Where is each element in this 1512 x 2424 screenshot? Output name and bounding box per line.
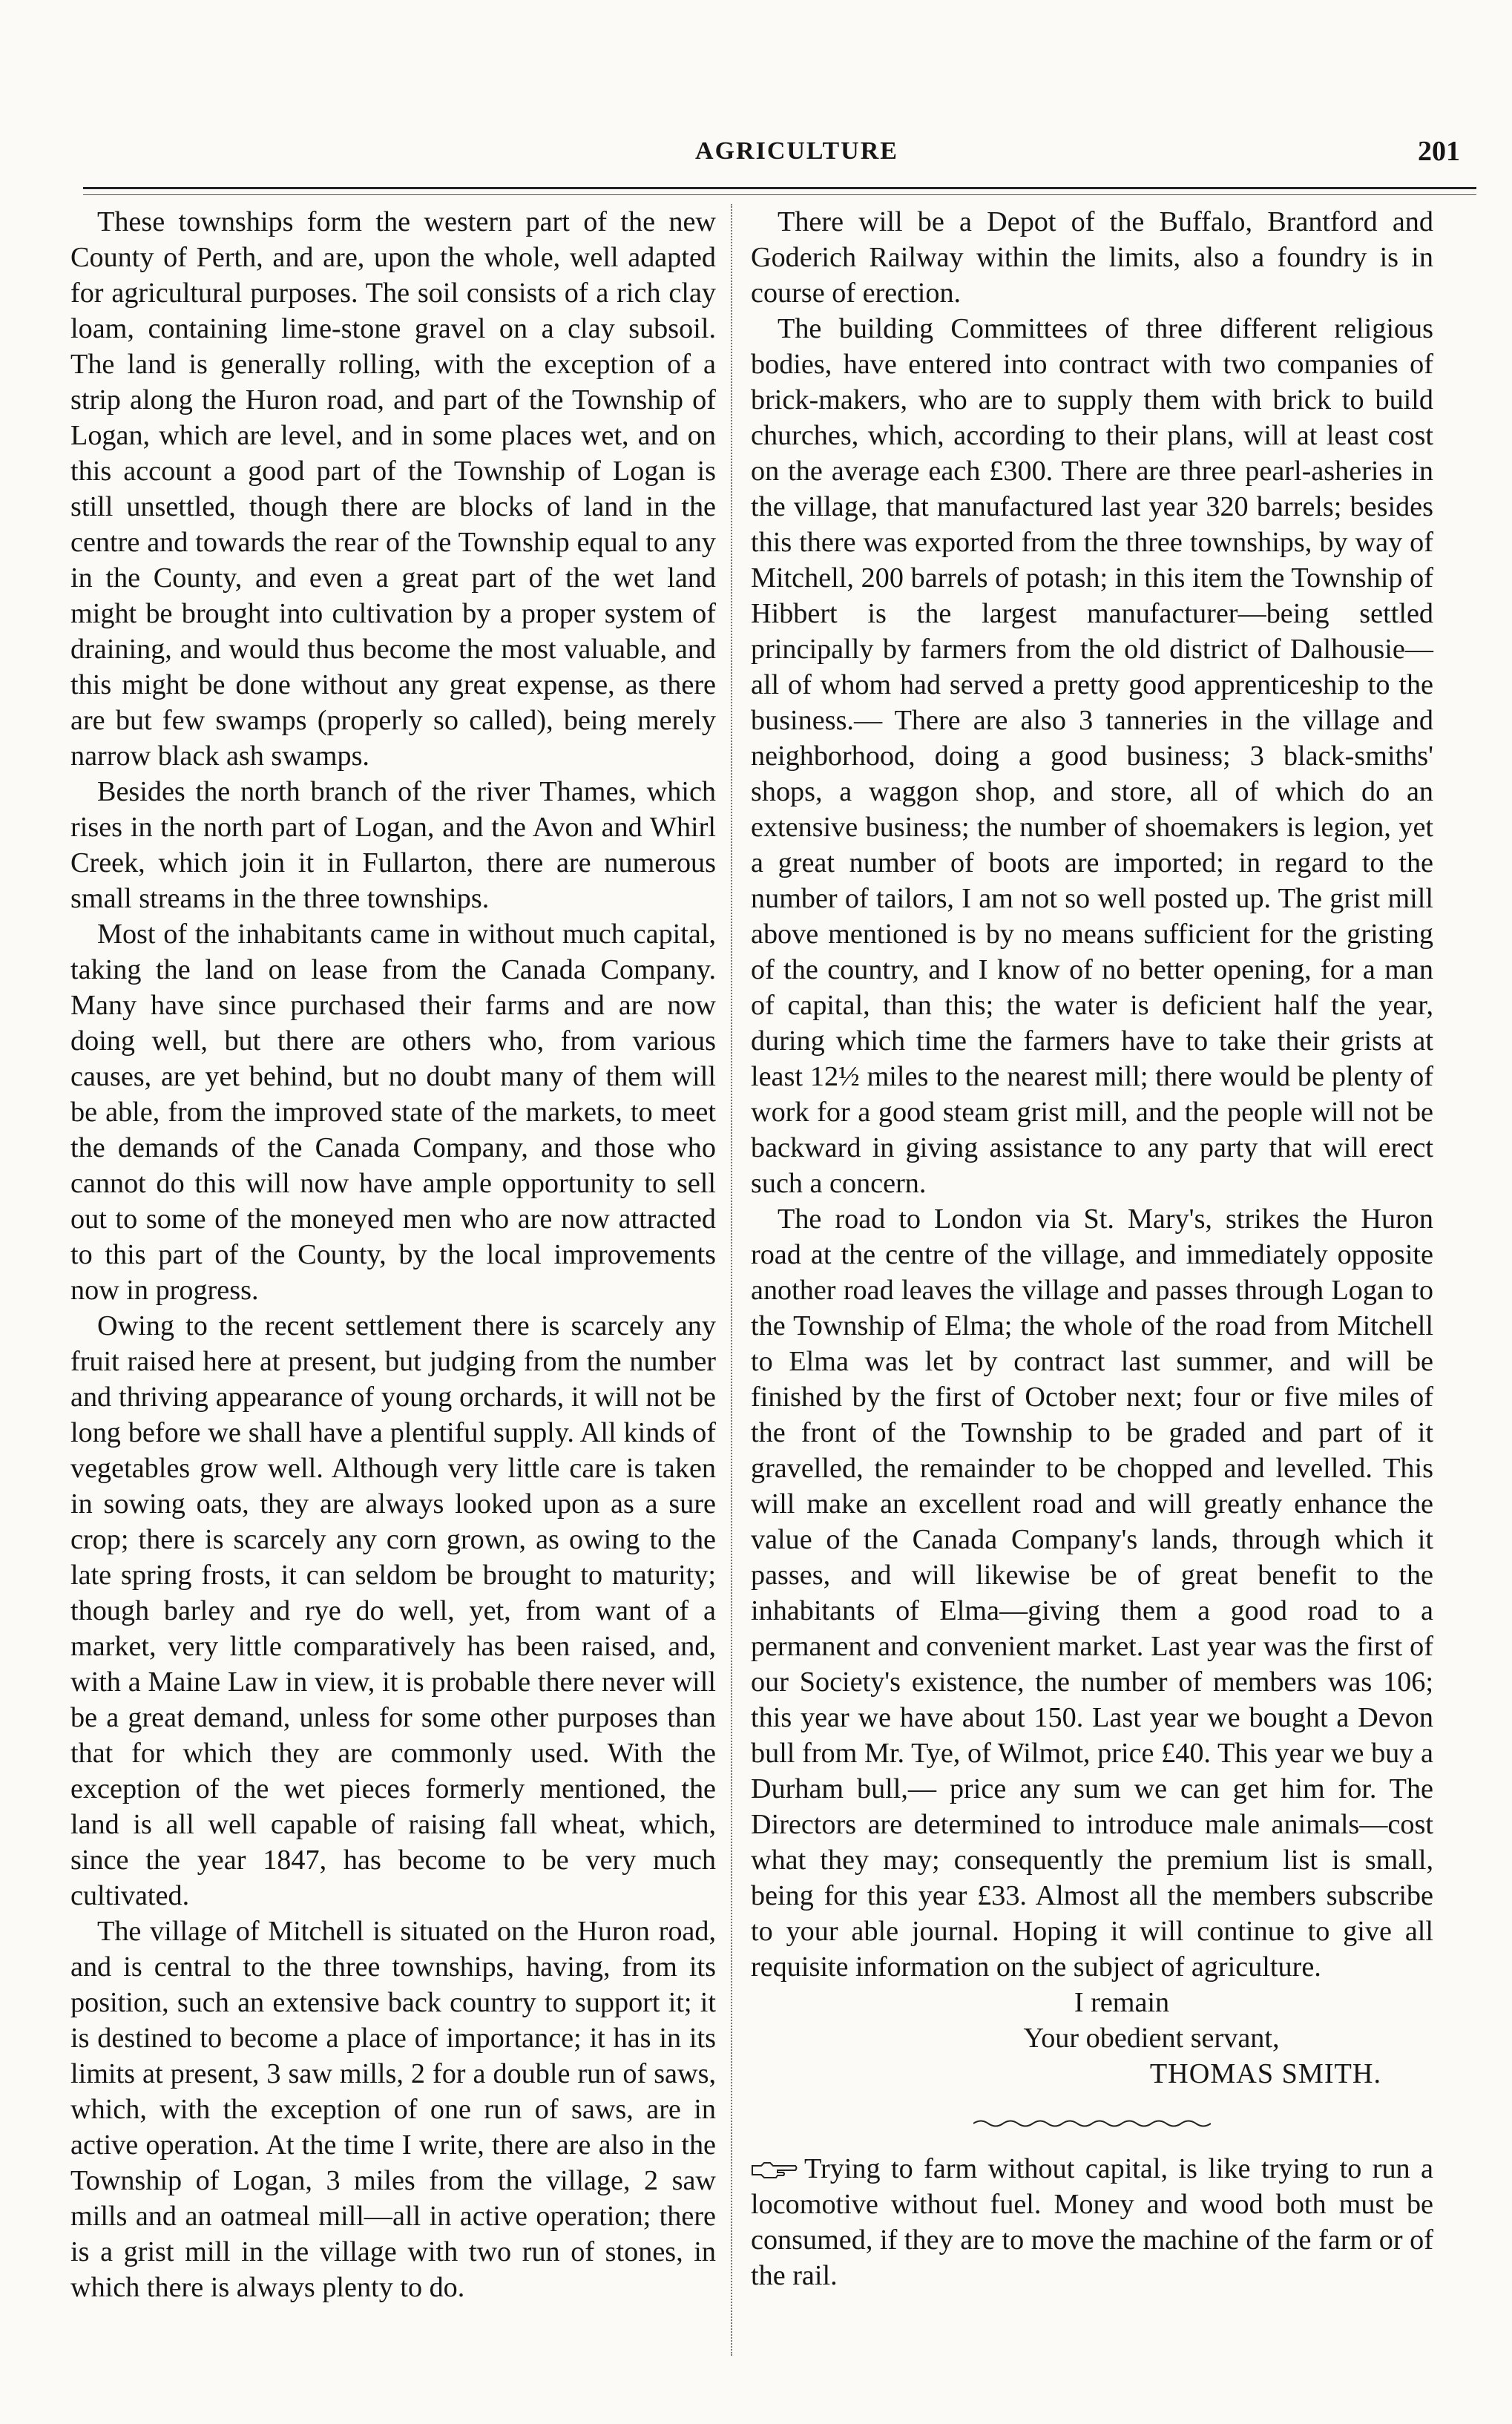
farming-note (751, 2151, 1433, 2293)
paragraph-road: The road to London via St. Mary's, strikes the Huron road at the centre of the village, and immediately opposite another road leaves the village and passes through Logan to the Township of Elma; the whole of the road from Mitchell to Elma was let by contract last summer, and will be finished by the first of October next; four or five miles of the front of the Township to be graded and part of it gravelled, the remainder to be chopped and levelled. This will make an excellent road and will greatly enhance the value of the Canada Company's lands, through which it passes, and will likewise be of great benefit to the inhabitants of Elma—giving them a good road to a permanent and convenient market. Last year was the first of our Society's existence, the number of members was 106; this year we have about 150. Last year we bought a Devon bull from Mr. Tye, of Wilmot, price £40. This year we buy a Durham bull,— price any sum we can get him for. The Directors are determined to introduce male animals—cost what they may; consequently the premium list is small, being for this year £33. Almost all the members subscribe to your able journal. Hoping it will continue to give all requisite information on the subject of agriculture. (751, 1203, 1433, 1983)
letter-signoff (751, 1985, 1433, 2092)
closing-line: I remain (1074, 1987, 1170, 2018)
paragraph-railway: There will be a Depot of the Buffalo, Brantford and Goderich Railway within the limits, also a foundry is in course of erection. (751, 206, 1433, 309)
salutation-line: Your obedient servant, (1023, 2023, 1280, 2054)
paragraph-inhabitants: Most of the inhabitants came in without much capital, taking the land on lease from the Canada Company. Many have since purchased their farms and are now doing well, but there are others who, from various causes, are yet behind, but no doubt many of them will be able, from the improved state of the markets, to meet the demands of the Canada Company, and those who cannot do this will now have ample opportunity to sell out to some of the moneyed men who are now attracted to this part of the County, by the local improvements now in progress. (70, 919, 716, 1306)
paragraph-mitchell: The village of Mitchell is situated on the Huron road, and is central to the three townships, having, from its position, such an extensive back country to support it; it is destined to become a place of importance; it has in its limits at present, 3 saw mills, 2 for a double run of saws, which, with the exception of one run of saws, are in active operation. At the time I write, there are also in the Township of Logan, 3 miles from the village, 2 saw mills and an oatmeal mill—all in active operation; there is a grist mill in the village with two run of stones, in which there is always plenty to do. (70, 1916, 716, 2303)
pointing-hand-icon (751, 2158, 798, 2181)
header-rule-thin (83, 194, 1476, 195)
note-text: Trying to farm without capital, is like trying to run a locomotive without fuel. Money and wood both must be consumed, if they are to move the machine of the farm or of the rail. (751, 2153, 1433, 2291)
right-column (751, 204, 1433, 2293)
header-rule (83, 187, 1476, 189)
page-number: 201 (1418, 136, 1460, 167)
running-title: AGRICULTURE (695, 137, 898, 165)
paragraph-building: The building Committees of three different religious bodies, have entered into contract with two companies of brick-makers, who are to supply them with brick to build churches, which, according to their plans, will at least cost on the average each £300. There are three pearl-asheries in the village, that manufactured last year 320 barrels; besides this there was exported from the three townships, by way of Mitchell, 200 barrels of potash; in this item the Township of Hibbert is the largest manufacturer—being settled principally by farmers from the old district of Dalhousie—all of whom had served a pretty good apprenticeship to the business.— There are also 3 tanneries in the village and neighborhood, doing a good business; 3 black-smiths' shops, a waggon shop, and store, all of which do an extensive business; the number of shoemakers is legion, yet a great number of boots are imported; in regard to the number of tailors, I am not so well posted up. The grist mill above mentioned is by no means sufficient for the gristing of the country, and I know of no better opening, for a man of capital, than this; the water is deficient half the year, during which time the farmers have to take their grists at least 12½ miles to the nearest mill; there would be plenty of work for a good steam grist mill, and the people will not be backward in giving assistance to any party that will erect such a concern. (751, 313, 1433, 1199)
paragraph-townships: These townships form the western part of the new County of Perth, and are, upon the whole, well adapted for agricultural purposes. The soil consists of a rich clay loam, containing lime-stone gravel on a clay subsoil. The land is generally rolling, with the exception of a strip along the Huron road, and part of the Township of Logan, which are level, and in some places wet, and on this account a good part of the Township of Logan is still unsettled, though there are blocks of land in the centre and towards the rear of the Township equal to any in the County, and even a great part of the wet land might be brought into cultivation by a proper system of draining, and would thus become the most valuable, and this might be done without any great expense, as there are but few swamps (properly so called), being merely narrow black ash swamps. (70, 206, 716, 772)
wavy-separator (973, 2118, 1211, 2129)
left-column (70, 204, 716, 2305)
signature: THOMAS SMITH. (1149, 2058, 1381, 2089)
paragraph-crops: Owing to the recent settlement there is scarcely any fruit raised here at present, but judging from the number and thriving appearance of young orchards, it will not be long before we shall have a plentiful supply. All kinds of vegetables grow well. Although very little care is taken in sowing oats, they are always looked upon as a sure crop; there is scarcely any corn grown, as owing to the late spring frosts, it can seldom be brought to maturity; though barley and rye do well, yet, from want of a market, very little comparatively has been raised, and, with a Maine Law in view, it is probable there never will be a great demand, unless for some other purposes than that for which they are commonly used. With the exception of the wet pieces formerly mentioned, the land is all well capable of raising fall wheat, which, since the year 1847, has become to be very much cultivated. (70, 1310, 716, 1911)
paragraph-rivers: Besides the north branch of the river Thames, which rises in the north part of Logan, and the Avon and Whirl Creek, which join it in Fullarton, there are numerous small streams in the three townships. (70, 776, 716, 914)
column-divider (731, 204, 732, 2356)
